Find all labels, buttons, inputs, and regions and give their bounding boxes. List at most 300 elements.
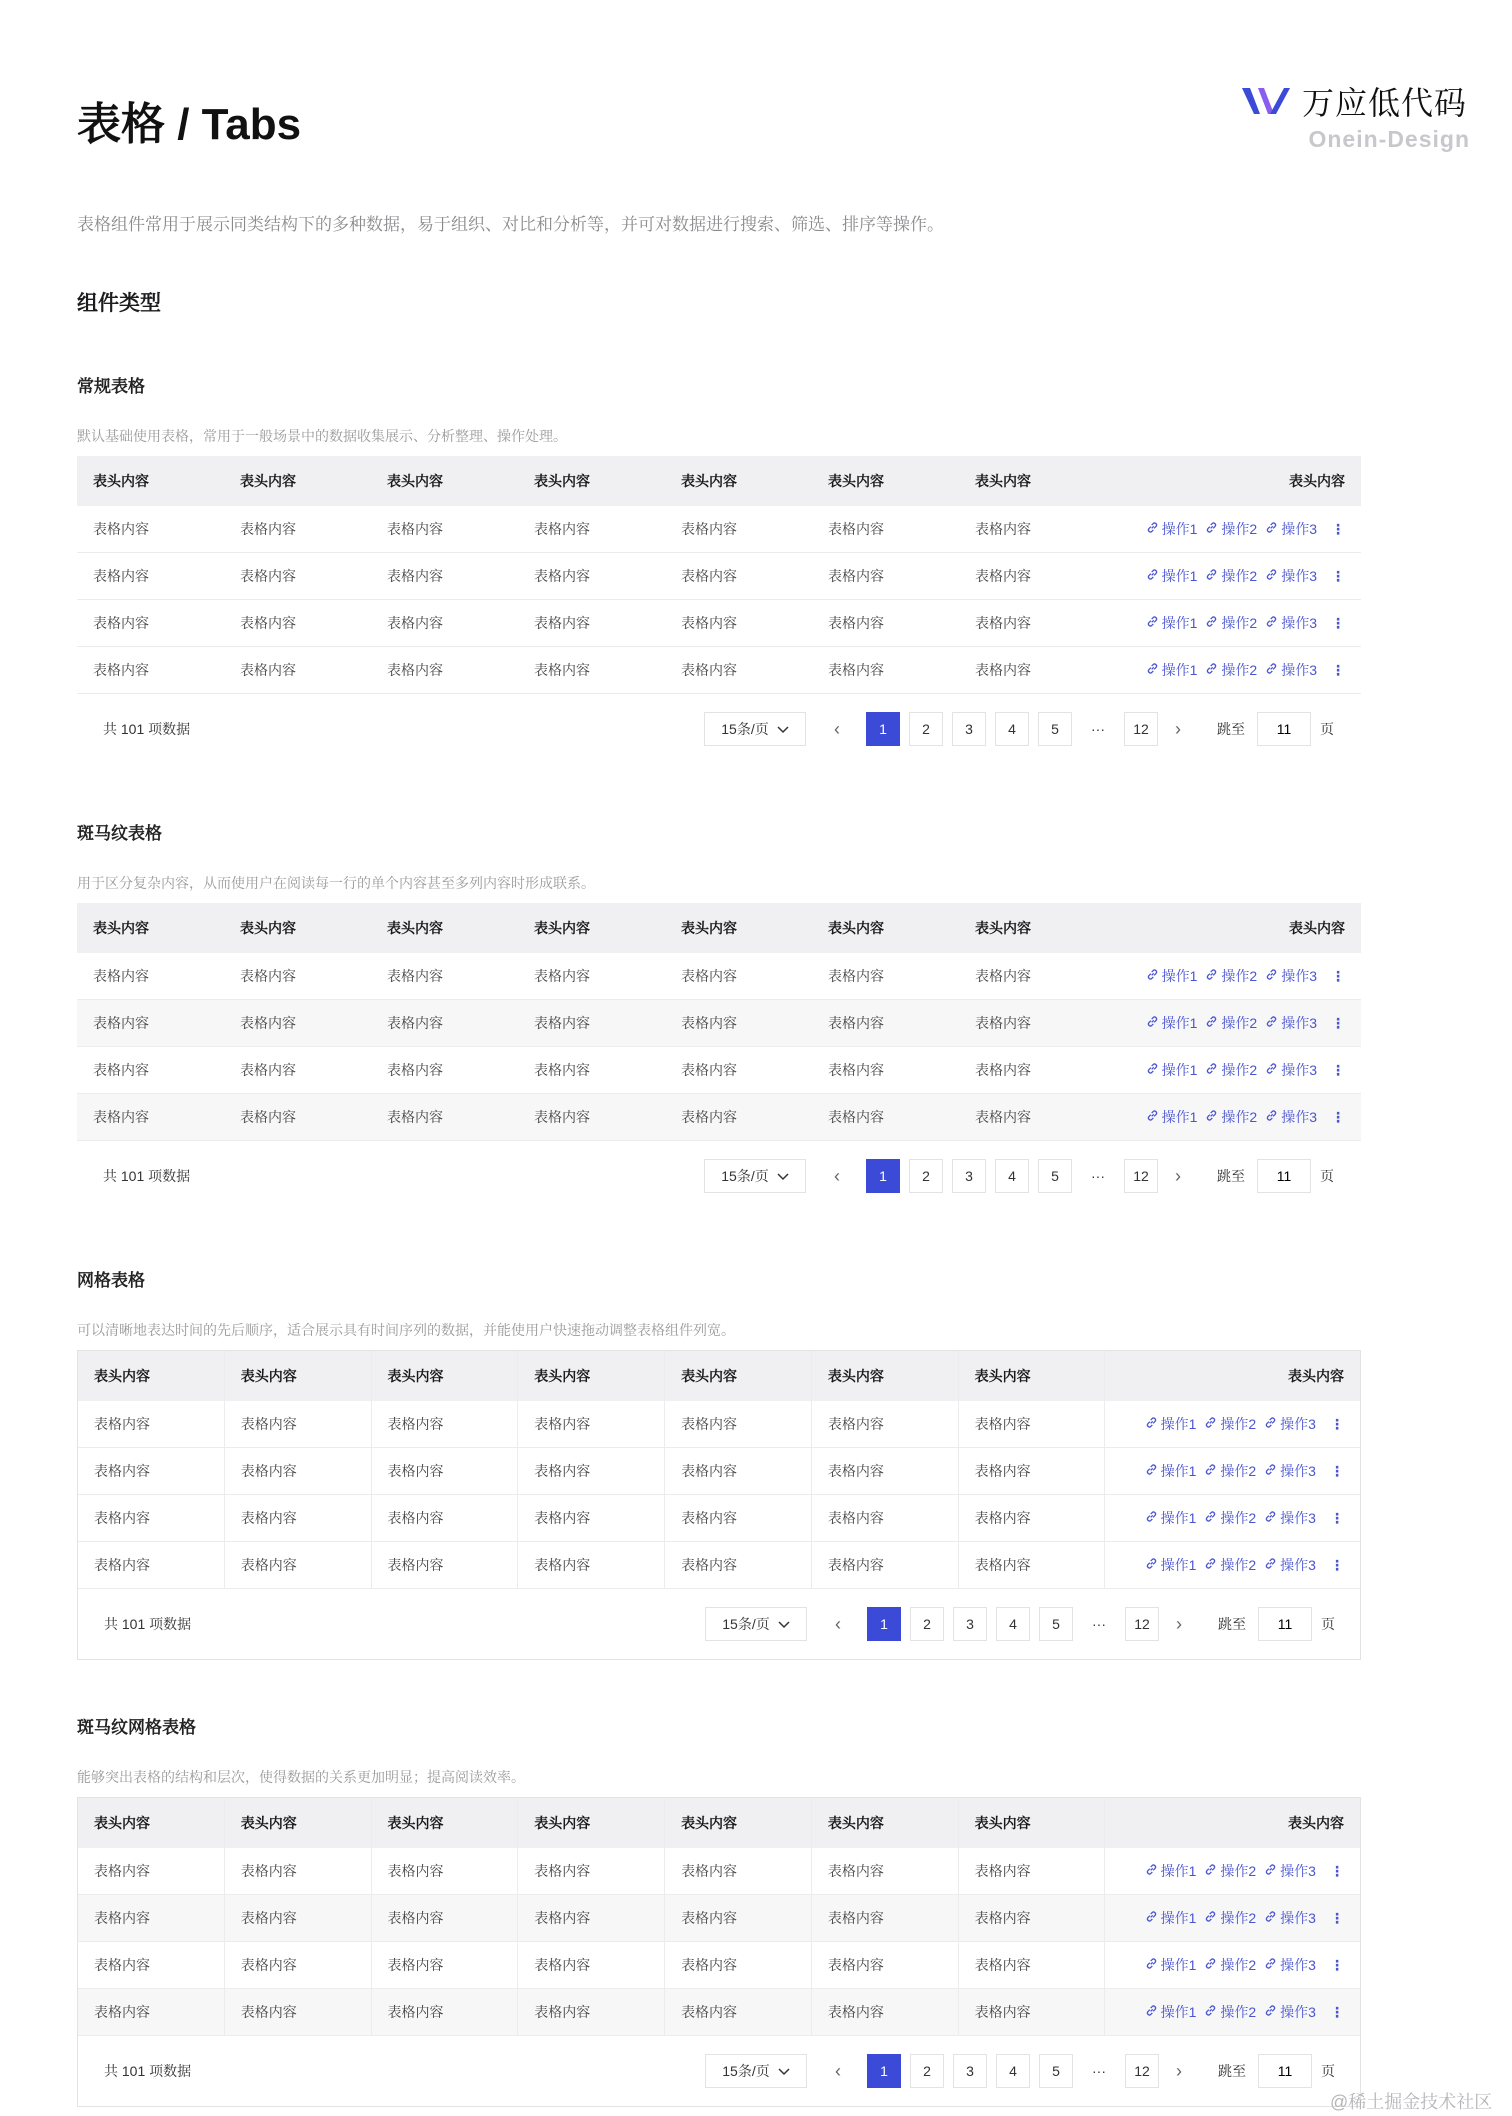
- jump-suffix: 页: [1320, 721, 1334, 737]
- table-cell: 表格内容: [240, 615, 296, 631]
- link-icon: [1264, 1863, 1277, 1879]
- action-label: 操作3: [1281, 568, 1317, 584]
- action-label: 操作3: [1280, 1863, 1316, 1879]
- table-cell: 表格内容: [828, 662, 884, 678]
- jump-page-input[interactable]: [1257, 1159, 1311, 1193]
- column-header[interactable]: 表头内容: [518, 1351, 665, 1401]
- page-list: [867, 2054, 1159, 2088]
- table-cell: 表格内容: [387, 1109, 443, 1125]
- action-link-2[interactable]: [1205, 1060, 1257, 1080]
- action-link-2[interactable]: [1205, 566, 1257, 586]
- action-link-1[interactable]: [1146, 1013, 1198, 1033]
- column-header[interactable]: 表头内容: [812, 1798, 959, 1848]
- action-label: 操作3: [1281, 1015, 1317, 1031]
- link-icon: [1145, 1510, 1158, 1526]
- column-header[interactable]: 表头内容: [93, 920, 149, 936]
- action-link-1[interactable]: [1145, 1908, 1197, 1928]
- action-link-2[interactable]: [1204, 1555, 1256, 1575]
- action-label: 操作1: [1161, 662, 1198, 678]
- column-header[interactable]: 表头内容: [959, 1798, 1106, 1848]
- action-link-3[interactable]: [1264, 1861, 1316, 1881]
- column-header[interactable]: 表头内容: [681, 473, 737, 489]
- actions-cell: [1105, 1848, 1360, 1894]
- column-header[interactable]: 表头内容: [225, 1351, 372, 1401]
- more-vertical-icon[interactable]: ⋮: [1331, 1061, 1345, 1078]
- table-cell: 表格内容: [240, 1109, 296, 1125]
- column-header[interactable]: 表头内容: [387, 920, 443, 936]
- action-link-3[interactable]: [1264, 1955, 1316, 1975]
- more-vertical-icon[interactable]: ⋮: [1329, 1509, 1344, 1526]
- table-cell: 表格内容: [812, 1542, 959, 1588]
- link-icon: [1146, 615, 1159, 631]
- table-cell: 表格内容: [812, 1848, 959, 1894]
- action-label: 操作3: [1281, 521, 1317, 537]
- action-link-2[interactable]: [1205, 519, 1257, 539]
- table-row: [78, 1448, 1360, 1495]
- table-cell: 表格内容: [225, 1448, 372, 1494]
- table-cell: 表格内容: [240, 662, 296, 678]
- actions-cell: [1105, 1989, 1360, 2035]
- chevron-down-icon: [778, 1616, 790, 1632]
- logo-icon: [1240, 85, 1296, 117]
- jump-page-input[interactable]: [1258, 2054, 1312, 2088]
- more-vertical-icon[interactable]: ⋮: [1331, 1014, 1345, 1031]
- column-header[interactable]: 表头内容: [665, 1351, 812, 1401]
- logo-subtitle: Onein-Design: [1308, 126, 1470, 152]
- table-cell: 表格内容: [959, 1848, 1106, 1894]
- column-header[interactable]: 表头内容: [959, 1351, 1106, 1401]
- action-link-3[interactable]: [1264, 1555, 1316, 1575]
- page-button[interactable]: 4: [995, 712, 1029, 746]
- section-description: 可以清晰地表达时间的先后顺序，适合展示具有时间序列的数据，并能使用户快速拖动调整表格组件列宽。: [77, 1322, 735, 1338]
- actions-cell: [1105, 1401, 1360, 1447]
- action-label: 操作1: [1161, 1109, 1198, 1125]
- table-cell: 表格内容: [518, 1848, 665, 1894]
- table-cell: 表格内容: [975, 615, 1031, 631]
- more-vertical-icon[interactable]: ⋮: [1329, 1862, 1344, 1879]
- link-icon: [1204, 1557, 1217, 1573]
- link-icon: [1205, 968, 1218, 984]
- link-icon: [1146, 1109, 1159, 1125]
- table-cell: 表格内容: [665, 1989, 812, 2035]
- table-row: [77, 506, 1361, 553]
- table-cell: 表格内容: [93, 662, 149, 678]
- jump-label: 跳至: [1218, 1616, 1246, 1632]
- action-label: 操作1: [1161, 968, 1198, 984]
- chevron-left-icon[interactable]: ‹: [834, 718, 840, 739]
- more-vertical-icon[interactable]: ⋮: [1329, 1956, 1344, 1973]
- action-label: 操作2: [1221, 615, 1258, 631]
- action-label: 操作1: [1160, 1416, 1197, 1432]
- link-icon: [1264, 1557, 1277, 1573]
- action-link-1[interactable]: [1146, 966, 1198, 986]
- jump-page-input[interactable]: [1258, 1607, 1312, 1641]
- jump-page-input[interactable]: [1257, 712, 1311, 746]
- page-ellipsis: ···: [1092, 1616, 1106, 1632]
- link-icon: [1145, 1463, 1158, 1479]
- action-label: 操作2: [1220, 1463, 1257, 1479]
- action-link-3[interactable]: [1265, 1060, 1317, 1080]
- jump-suffix: 页: [1321, 2063, 1335, 2079]
- action-label: 操作3: [1280, 1957, 1316, 1973]
- table-cell: 表格内容: [959, 1895, 1106, 1941]
- actions-cell: [1106, 1047, 1361, 1093]
- page-button[interactable]: 2: [910, 1607, 944, 1641]
- table-cell: 表格内容: [225, 1895, 372, 1941]
- page-button[interactable]: 5: [1039, 1607, 1073, 1641]
- page-button[interactable]: 1: [866, 712, 900, 746]
- action-link-2[interactable]: [1204, 1861, 1256, 1881]
- action-link-3[interactable]: [1265, 613, 1317, 633]
- column-header[interactable]: 表头内容: [975, 473, 1031, 489]
- section-title: 斑马纹网格表格: [77, 1718, 196, 1737]
- table-cell: 表格内容: [665, 1942, 812, 1988]
- table-cell: 表格内容: [518, 1448, 665, 1494]
- column-header[interactable]: 表头内容: [78, 1798, 225, 1848]
- action-link-2[interactable]: [1204, 1908, 1256, 1928]
- actions-cell: [1106, 647, 1361, 693]
- table-cell: 表格内容: [534, 521, 590, 537]
- more-vertical-icon[interactable]: ⋮: [1331, 520, 1345, 537]
- action-link-2[interactable]: [1205, 660, 1257, 680]
- page-ellipsis: ···: [1091, 721, 1105, 737]
- page-button[interactable]: 1: [867, 1607, 901, 1641]
- action-link-1[interactable]: [1145, 1555, 1197, 1575]
- page-button[interactable]: 12: [1125, 2054, 1159, 2088]
- table-row: [78, 1942, 1360, 1989]
- action-link-1[interactable]: [1145, 1861, 1197, 1881]
- link-icon: [1205, 1062, 1218, 1078]
- actions-cell: [1106, 1094, 1361, 1140]
- more-vertical-icon[interactable]: ⋮: [1331, 661, 1345, 678]
- action-link-1[interactable]: [1146, 613, 1198, 633]
- action-link-1[interactable]: [1146, 519, 1198, 539]
- action-label: 操作2: [1220, 1910, 1257, 1926]
- jump-suffix: 页: [1321, 1616, 1335, 1632]
- table-cell: 表格内容: [240, 968, 296, 984]
- link-icon: [1205, 1109, 1218, 1125]
- actions-cell: [1105, 1542, 1360, 1588]
- table-section: [77, 1266, 1361, 1660]
- column-header[interactable]: 表头内容: [372, 1351, 519, 1401]
- page-button[interactable]: 3: [953, 1607, 987, 1641]
- page-size-value: 15条/页: [722, 1616, 770, 1632]
- total-count: 共 101 项数据: [103, 721, 191, 737]
- page-button[interactable]: 2: [910, 2054, 944, 2088]
- action-label: 操作1: [1160, 1463, 1197, 1479]
- table-header-row: [78, 1351, 1360, 1401]
- more-vertical-icon[interactable]: ⋮: [1329, 1462, 1344, 1479]
- action-link-3[interactable]: [1265, 566, 1317, 586]
- action-link-1[interactable]: [1145, 1414, 1197, 1434]
- action-label: 操作3: [1281, 615, 1317, 631]
- action-link-3[interactable]: [1264, 1508, 1316, 1528]
- chevron-right-icon[interactable]: ›: [1175, 1165, 1181, 1186]
- table-cell: 表格内容: [534, 662, 590, 678]
- section-heading: 组件类型: [77, 292, 161, 315]
- table-header-row: [77, 903, 1361, 953]
- link-icon: [1145, 1863, 1158, 1879]
- page-size-select[interactable]: [704, 712, 806, 746]
- table-header-row: [78, 1798, 1360, 1848]
- logo-brand: 万应低代码: [1302, 85, 1468, 121]
- action-link-2[interactable]: [1204, 1955, 1256, 1975]
- table-cell: 表格内容: [975, 1109, 1031, 1125]
- action-link-2[interactable]: [1205, 1013, 1257, 1033]
- table-cell: 表格内容: [681, 1062, 737, 1078]
- action-label: 操作3: [1280, 1463, 1316, 1479]
- more-vertical-icon[interactable]: ⋮: [1329, 1556, 1344, 1573]
- total-count: 共 101 项数据: [104, 1616, 192, 1632]
- action-link-3[interactable]: [1264, 1414, 1316, 1434]
- watermark: @稀土掘金技术社区: [1330, 2092, 1493, 2112]
- more-vertical-icon[interactable]: ⋮: [1331, 567, 1345, 584]
- table-cell: 表格内容: [78, 1942, 225, 1988]
- chevron-right-icon[interactable]: ›: [1175, 718, 1181, 739]
- action-link-3[interactable]: [1265, 519, 1317, 539]
- action-label: 操作1: [1161, 615, 1198, 631]
- chevron-left-icon[interactable]: ‹: [835, 1613, 841, 1634]
- actions-cell: [1106, 600, 1361, 646]
- link-icon: [1265, 615, 1278, 631]
- actions-cell: [1106, 953, 1361, 999]
- page-button[interactable]: 1: [866, 1159, 900, 1193]
- table-cell: 表格内容: [93, 1062, 149, 1078]
- table-cell: 表格内容: [959, 1495, 1106, 1541]
- action-label: 操作3: [1281, 968, 1317, 984]
- link-icon: [1265, 568, 1278, 584]
- table-cell: 表格内容: [681, 1015, 737, 1031]
- link-icon: [1204, 1463, 1217, 1479]
- column-header[interactable]: 表头内容: [518, 1798, 665, 1848]
- action-link-1[interactable]: [1146, 566, 1198, 586]
- table-header-row: [77, 456, 1361, 506]
- table-cell: 表格内容: [225, 1989, 372, 2035]
- action-link-1[interactable]: [1145, 2002, 1197, 2022]
- action-link-2[interactable]: [1204, 1508, 1256, 1528]
- page-button[interactable]: 4: [995, 1159, 1029, 1193]
- page-size-value: 15条/页: [721, 721, 769, 737]
- action-label: 操作3: [1280, 2004, 1316, 2020]
- action-link-2[interactable]: [1205, 613, 1257, 633]
- more-vertical-icon[interactable]: ⋮: [1329, 1909, 1344, 1926]
- table-row: [77, 1000, 1361, 1047]
- column-header[interactable]: 表头内容: [372, 1798, 519, 1848]
- chevron-right-icon[interactable]: ›: [1176, 1613, 1182, 1634]
- column-header[interactable]: 表头内容: [534, 920, 590, 936]
- action-label: 操作2: [1220, 1416, 1257, 1432]
- column-header[interactable]: 表头内容: [812, 1351, 959, 1401]
- column-header[interactable]: 表头内容: [240, 473, 296, 489]
- action-link-2[interactable]: [1205, 1107, 1257, 1127]
- action-label: 操作2: [1221, 1015, 1258, 1031]
- more-vertical-icon[interactable]: ⋮: [1329, 2003, 1344, 2020]
- link-icon: [1204, 1416, 1217, 1432]
- table-cell: 表格内容: [975, 1062, 1031, 1078]
- column-header[interactable]: 表头内容: [828, 473, 884, 489]
- page-button[interactable]: 3: [952, 1159, 986, 1193]
- column-header[interactable]: 表头内容: [1287, 1815, 1344, 1831]
- action-link-3[interactable]: [1265, 1013, 1317, 1033]
- action-link-2[interactable]: [1204, 2002, 1256, 2022]
- link-icon: [1265, 662, 1278, 678]
- table-cell: 表格内容: [372, 1895, 519, 1941]
- table-cell: 表格内容: [959, 1942, 1106, 1988]
- table-cell: 表格内容: [812, 1448, 959, 1494]
- page-button[interactable]: 2: [909, 712, 943, 746]
- table-cell: 表格内容: [534, 1015, 590, 1031]
- table-cell: 表格内容: [534, 615, 590, 631]
- page-button[interactable]: 4: [996, 2054, 1030, 2088]
- table-row: [77, 647, 1361, 694]
- page-button[interactable]: 12: [1125, 1607, 1159, 1641]
- page-size-select[interactable]: [705, 1607, 807, 1641]
- action-label: 操作2: [1221, 662, 1258, 678]
- table-cell: 表格内容: [959, 1542, 1106, 1588]
- table-cell: 表格内容: [93, 1015, 149, 1031]
- page-button[interactable]: 2: [909, 1159, 943, 1193]
- column-header[interactable]: 表头内容: [225, 1798, 372, 1848]
- table-cell: 表格内容: [387, 968, 443, 984]
- action-link-1[interactable]: [1145, 1955, 1197, 1975]
- table-cell: 表格内容: [665, 1848, 812, 1894]
- page-button[interactable]: 12: [1124, 712, 1158, 746]
- actions-cell: [1106, 1000, 1361, 1046]
- column-header[interactable]: 表头内容: [1289, 473, 1345, 489]
- table-cell: 表格内容: [78, 1848, 225, 1894]
- table-cell: 表格内容: [240, 568, 296, 584]
- link-icon: [1265, 968, 1278, 984]
- column-header[interactable]: 表头内容: [1287, 1368, 1344, 1384]
- column-header[interactable]: 表头内容: [240, 920, 296, 936]
- link-icon: [1264, 1416, 1277, 1432]
- jump-label: 跳至: [1217, 721, 1245, 737]
- chevron-left-icon[interactable]: ‹: [834, 1165, 840, 1186]
- table-cell: 表格内容: [665, 1401, 812, 1447]
- page-button[interactable]: 3: [952, 712, 986, 746]
- table-cell: 表格内容: [828, 521, 884, 537]
- table-row: [78, 1895, 1360, 1942]
- action-label: 操作1: [1160, 1557, 1197, 1573]
- link-icon: [1265, 521, 1278, 537]
- action-label: 操作2: [1221, 968, 1258, 984]
- table-section: [77, 372, 1361, 764]
- page-title: 表格 / Tabs: [77, 100, 302, 149]
- table-cell: 表格内容: [665, 1895, 812, 1941]
- table-cell: 表格内容: [93, 1109, 149, 1125]
- chevron-left-icon[interactable]: ‹: [835, 2060, 841, 2081]
- action-link-1[interactable]: [1146, 660, 1198, 680]
- action-label: 操作1: [1160, 1910, 1197, 1926]
- action-link-3[interactable]: [1264, 2002, 1316, 2022]
- table-cell: 表格内容: [387, 1015, 443, 1031]
- table-cell: 表格内容: [828, 1062, 884, 1078]
- column-header[interactable]: 表头内容: [681, 920, 737, 936]
- column-header[interactable]: 表头内容: [665, 1798, 812, 1848]
- table-cell: 表格内容: [387, 1062, 443, 1078]
- more-vertical-icon[interactable]: ⋮: [1329, 1415, 1344, 1432]
- page-button[interactable]: 3: [953, 2054, 987, 2088]
- page-button[interactable]: 1: [867, 2054, 901, 2088]
- page-button[interactable]: 5: [1039, 2054, 1073, 2088]
- table-cell: 表格内容: [518, 1989, 665, 2035]
- action-label: 操作2: [1220, 2004, 1257, 2020]
- action-link-1[interactable]: [1145, 1508, 1197, 1528]
- link-icon: [1264, 1957, 1277, 1973]
- column-header[interactable]: 表头内容: [1289, 920, 1345, 936]
- action-link-1[interactable]: [1145, 1461, 1197, 1481]
- link-icon: [1145, 1557, 1158, 1573]
- page-size-select[interactable]: [704, 1159, 806, 1193]
- action-link-3[interactable]: [1265, 966, 1317, 986]
- column-header[interactable]: 表头内容: [93, 473, 149, 489]
- link-icon: [1204, 1863, 1217, 1879]
- table-cell: 表格内容: [828, 568, 884, 584]
- column-header[interactable]: 表头内容: [387, 473, 443, 489]
- actions-cell: [1105, 1448, 1360, 1494]
- table-cell: 表格内容: [665, 1495, 812, 1541]
- table-cell: 表格内容: [225, 1495, 372, 1541]
- action-link-3[interactable]: [1264, 1908, 1316, 1928]
- action-link-1[interactable]: [1146, 1107, 1198, 1127]
- link-icon: [1145, 1910, 1158, 1926]
- page-button[interactable]: 4: [996, 1607, 1030, 1641]
- table-cell: 表格内容: [812, 1401, 959, 1447]
- more-vertical-icon[interactable]: ⋮: [1331, 614, 1345, 631]
- page-size-value: 15条/页: [722, 2063, 770, 2079]
- more-vertical-icon[interactable]: ⋮: [1331, 1108, 1345, 1125]
- page-button[interactable]: 5: [1038, 1159, 1072, 1193]
- table-section: [77, 1713, 1361, 2107]
- column-header[interactable]: 表头内容: [828, 920, 884, 936]
- table-cell: 表格内容: [812, 1495, 959, 1541]
- action-link-2[interactable]: [1204, 1414, 1256, 1434]
- column-header[interactable]: 表头内容: [534, 473, 590, 489]
- page-button[interactable]: 12: [1124, 1159, 1158, 1193]
- table-cell: 表格内容: [681, 1109, 737, 1125]
- table-cell: 表格内容: [812, 1989, 959, 2035]
- action-link-1[interactable]: [1146, 1060, 1198, 1080]
- data-table: [77, 456, 1361, 764]
- chevron-right-icon[interactable]: ›: [1176, 2060, 1182, 2081]
- action-label: 操作2: [1221, 521, 1258, 537]
- action-label: 操作2: [1221, 568, 1258, 584]
- more-vertical-icon[interactable]: ⋮: [1331, 967, 1345, 984]
- column-header[interactable]: 表头内容: [975, 920, 1031, 936]
- table-cell: 表格内容: [93, 568, 149, 584]
- table-cell: 表格内容: [828, 1109, 884, 1125]
- page-size-select[interactable]: [705, 2054, 807, 2088]
- action-link-2[interactable]: [1205, 966, 1257, 986]
- link-icon: [1264, 1510, 1277, 1526]
- table-cell: 表格内容: [518, 1942, 665, 1988]
- action-link-3[interactable]: [1264, 1461, 1316, 1481]
- action-link-3[interactable]: [1265, 1107, 1317, 1127]
- link-icon: [1265, 1062, 1278, 1078]
- table-cell: 表格内容: [975, 1015, 1031, 1031]
- column-header[interactable]: 表头内容: [78, 1351, 225, 1401]
- action-link-3[interactable]: [1265, 660, 1317, 680]
- table-cell: 表格内容: [225, 1942, 372, 1988]
- table-cell: 表格内容: [78, 1989, 225, 2035]
- intro-text: 表格组件常用于展示同类结构下的多种数据，易于组织、对比和分析等，并可对数据进行搜索、筛选、排序等操作。: [77, 215, 944, 234]
- jump-label: 跳至: [1217, 1168, 1245, 1184]
- link-icon: [1145, 1416, 1158, 1432]
- action-link-2[interactable]: [1204, 1461, 1256, 1481]
- page-button[interactable]: 5: [1038, 712, 1072, 746]
- table-cell: 表格内容: [78, 1542, 225, 1588]
- section-description: 默认基础使用表格，常用于一般场景中的数据收集展示、分析整理、操作处理。: [77, 428, 567, 444]
